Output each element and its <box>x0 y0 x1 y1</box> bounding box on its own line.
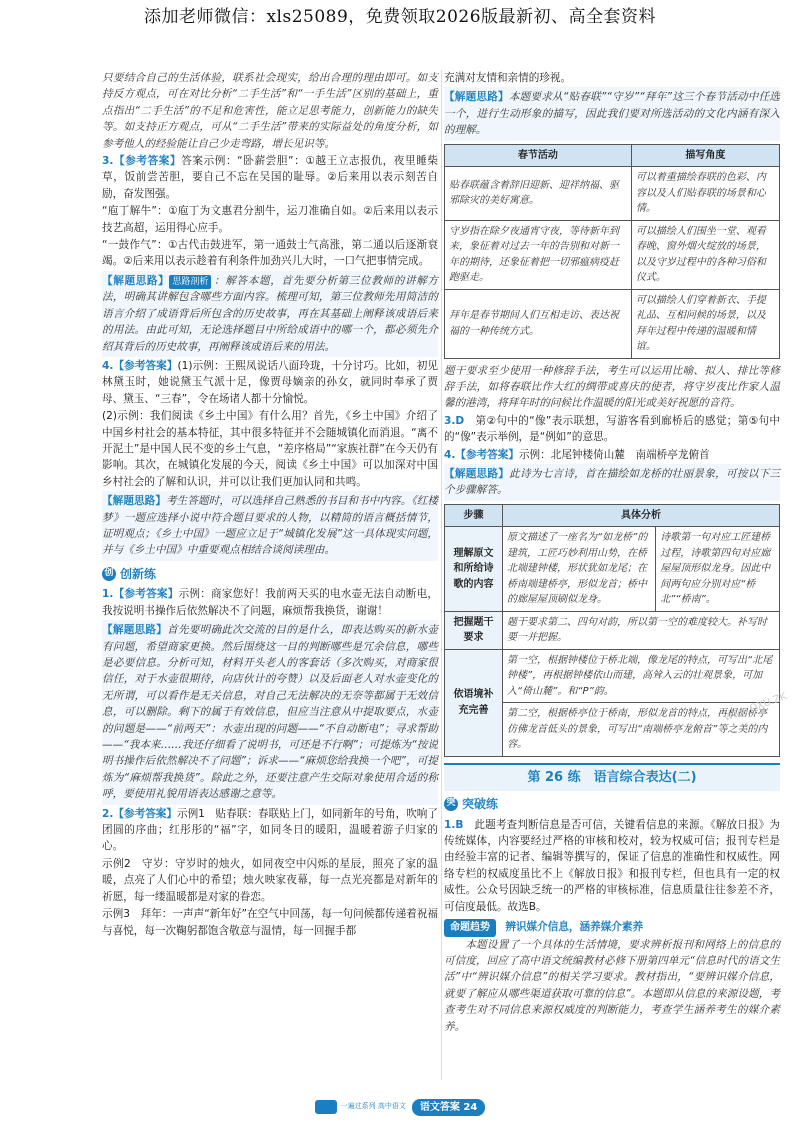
table-row <box>445 220 780 289</box>
question-number: 1. <box>444 818 456 831</box>
answer-text: 示例：商家您好！我前两天买的电水壶无法自动断电，我按说明书操作后依然解决不了问题，麻烦帮我换货，谢谢！ <box>102 588 439 617</box>
table-cell: 理解原文和所给诗歌的内容 <box>445 527 503 612</box>
think-block-2 <box>102 491 438 561</box>
table-cell: 诗歌第一句对应工匠建桥过程，诗歌第四句对应廊屋屋顶形似龙身。因此中间两句应分别对应“桥北”“桥南”。 <box>656 527 780 612</box>
answer-q4-b: (2)示例：我们阅读《乡土中国》有什么用？首先，《乡土中国》介绍了中国乡村社会的基本特征，其中很多特征并不会随城镇化而消退。“离不开泥土”是中国人民不变的乡土气息，“差序格局”“家族社群”在今天仍有影响。其次，在城镇化发展的今天，阅读《乡土中国》可以加深对中国乡村社会的了解和认识，并可以让我们更加认同和共鸣。 <box>102 410 438 488</box>
festival-table <box>444 144 780 359</box>
answer-text: (1)示例：王熙凤说话八面玲珑，十分讨巧。比如，初见林黛玉时，她说黛玉气派十足，像贾母嫡亲的孙女，就同时奉承了贾母、黛玉、“三春”，令在场诸人都十分愉悦。 <box>102 359 439 405</box>
question-number: 4. <box>102 359 114 372</box>
answer-q3 <box>444 413 780 446</box>
think-block-3 <box>102 620 438 804</box>
table-cell: 拜年是春节期间人们互相走访、表达祝福的一种传统方式。 <box>445 289 632 358</box>
page-footer <box>0 1099 800 1117</box>
table-row <box>445 611 780 649</box>
answer-i2 <box>102 806 438 855</box>
answer-text: 示例1 贴春联：春联贴上门，如同新年的号角，吹响了团圆的序曲；红彤彤的“福”字，如同冬日的暖阳，温暖着游子归家的心。 <box>102 807 438 853</box>
question-number: 4. <box>444 448 456 461</box>
think-text: ：解答本题，首先要分析第三位教师的讲解方法，明确其讲解包含哪些方面内容。梳理可知，第三位教师先用简洁的语言介绍了成语背后所包含的历史故事，再在其基础上阐释该成语后来的用法。由此可知，无论选择题目中所给成语中的哪一个，都必须先介绍其背后的历史故事，再阐释该成语后来的用法。 <box>102 274 439 353</box>
think-label: 【解题思路】 <box>102 624 168 637</box>
answer-label: 【参考答案】 <box>113 155 182 168</box>
table-row <box>445 167 780 221</box>
question-number: 2. <box>102 807 114 820</box>
think-text: 首先要明确此次交流的目的是什么，即表达购买的新水壶有问题，希望商家更换。然后围绕这一目的判断哪些是冗余信息，哪些是必要信息。分析可知，材料开头老人的客套话（多次购买，对商家很信任，对于水壶很期待，向店伙计的夸赞）以及后面老人对水壶变化的无所谓，可以看作是无关信息，对自己无法解决的无奈等都属于无效信息，可以删除。剩下的属于有效信息，但应当注意从中提取要点，水壶的问题是——“前两天”：水壶出现的问题——“不自动断电”；寻求帮助——“我本来……我还仔细看了说明书，可还是不行啊”；可提炼为“按说明书操作后依然解决不了问题”；诉求——“麻烦您给我换一个吧”，可提炼为“麻烦帮我换货”。除此之外，还要注意产生交际对象使用合适的称呼，要使用礼貌用语表达感谢之意等。 <box>102 624 439 801</box>
answer-label: 【参考答案】 <box>113 359 178 372</box>
table-header: 步骤 <box>445 504 503 527</box>
table-row <box>445 527 780 612</box>
question-number: 1. <box>102 588 114 601</box>
table-cell: 依语境补充完善 <box>445 649 503 756</box>
table-cell: 可以描绘人们围坐一堂、观看春晚、窗外烟火绽放的场景，以及守岁过程中的各种习俗和仪式。 <box>631 220 779 289</box>
answer-label: 【参考答案】 <box>113 588 179 601</box>
table-cell: 贴春联蕴含着辞旧迎新、迎祥纳福、驱邪除灾的美好寓意。 <box>445 167 632 221</box>
table-cell: 可以着重描绘春联的色彩、内容以及人们贴春联的场景和心情。 <box>631 167 779 221</box>
answer-text: 答案示例：“卧薪尝胆”：①越王立志报仇，夜里睡柴草，饭前尝苦胆，要自己不忘在吴国的耻辱。②后来用以表示刻苦自励，奋发图强。 <box>102 155 438 200</box>
section-title: 突破练 <box>462 797 499 812</box>
trend-subtitle: 辨识媒介信息，涵养媒介素养 <box>505 921 644 934</box>
think-label: 【解题思路】 <box>102 495 167 508</box>
watermark: www.QXU.ZK <box>722 691 788 724</box>
table-cell: 第二空，根据桥亭位于桥南，形似龙首的特点，再根据桥亭仿佛龙首低头的景象，可写出“南端桥亭龙俯首”等之美的内容。 <box>503 703 780 757</box>
brand-logo-icon <box>315 1100 337 1114</box>
table-row <box>445 649 780 703</box>
answer-text: 第②句中的“像”表示联想，写游客看到廊桥后的感觉；第⑤句中的“像”表示举例，是“例如”的意思。 <box>444 414 781 444</box>
answer-paragraph: 只要结合自己的生活体验，联系社会现实，给出合理的理由即可。如支持反方观点，可在对比分析“二手生活”和“一手生活”区别的基础上，重点指出“二手生活”的不足和危害性，能立足思考能力，创新能力的缺失等。如支持正方观点，可从“二手生活”带来的实际益处的角度分析，如参考他人的经验能让自己少走弯路，增长见识等。 <box>102 72 438 150</box>
table-cell: 可以描绘人们穿着新衣、手提礼品、互相问候的场景，以及拜年过程中传递的温暖和情谊。 <box>631 289 779 358</box>
right-column <box>444 70 780 1036</box>
answer-text: 此题考查判断信息是否可信，关键看信息的来源。《解放日报》为传统媒体，内容要经过严格的审核和校对，较为权威可信；报刊专栏是由经验丰富的记者、编辑等撰写的，保证了信息的准确性和权威性。网络专栏的权威度虽比不上《解放日报》和报刊专栏，但也具有一定的权威性。公众号因缺乏统一的严格的审核标准，信息质量往往参差不齐，可信度最低。故选B。 <box>444 818 781 913</box>
answer-q3-b: “庖丁解牛”：①庖丁为文惠君分割牛，运刀准确自如。②后来用以表示技艺高超，运用得心应手。 <box>102 205 438 234</box>
answer-choice: B <box>455 818 464 831</box>
think-block-r1 <box>444 87 780 140</box>
answer-q3 <box>102 153 438 202</box>
page-number: 语文答案 24 <box>412 1099 485 1117</box>
trend-header <box>444 919 780 937</box>
table-cell: 把握题干要求 <box>445 611 503 649</box>
answer-paragraph: 题干要求至少使用一种修辞手法，考生可以运用比喻、拟人、排比等修辞手法，如将春联比作大红的绸带或喜庆的使者，将守岁夜比作家人温馨的港湾，将拜年时的问候比作温暖的阳光或美好祝愿的音符。 <box>444 364 780 410</box>
question-number: 3. <box>444 414 456 427</box>
section-badge-icon: 突 <box>444 797 458 811</box>
answer-label: 【参考答案】 <box>113 807 177 820</box>
footer-tag: 一遍过系列 高中语文 <box>340 1102 406 1111</box>
section-badge-icon: 创 <box>102 567 116 581</box>
table-cell: 守岁指在除夕夜通宵守夜，等待新年到来，象征着对过去一年的告别和对新一年的期待，还象征着把一切邪瘟病疫赶跑驱走。 <box>445 220 632 289</box>
table-header: 具体分析 <box>503 504 780 527</box>
answer-text: 示例：北尾钟楼倚山麓 南端桥亭龙俯首 <box>518 448 710 461</box>
answer-choice: D <box>455 414 465 427</box>
table-header: 描写角度 <box>631 144 779 167</box>
section-innovate <box>102 565 438 584</box>
answer-i1 <box>102 586 438 619</box>
column-divider <box>441 70 442 1080</box>
promo-banner: 添加老师微信：xls25089，免费领取2026版最新初、高全套资料 <box>143 7 657 27</box>
think-text: 此诗为七言诗，首在描绘如龙桥的壮丽景象，可按以下三个步骤解答。 <box>444 468 781 497</box>
think-block <box>102 271 438 357</box>
table-header: 春节活动 <box>445 144 632 167</box>
left-column <box>102 70 438 940</box>
think-badge: 思路剖析 <box>169 275 211 289</box>
think-text: 考生答题时，可以选择自己熟悉的书目和书中内容。《红楼梦》一题应选择小说中符合题目要求的人物，以精简的语言概括情节，证明观点；《乡土中国》一题应立足于“城镇化发展”这一具体现实问题，并与《乡土中国》中重要观点相结合谈阅读理由。 <box>102 495 439 557</box>
answer-q4 <box>102 358 438 407</box>
think-label: 【解题思路】 <box>102 274 170 287</box>
table-cell: 原文描述了一座名为“如龙桥”的建筑，工匠巧妙利用山势，在桥北端建钟楼，形状犹如龙尾；在桥南端建桥亭，形似龙首；桥中的廊屋屋顶刷似龙身。 <box>503 527 656 612</box>
answer-label: 【参考答案】 <box>455 448 519 461</box>
section-breakthrough <box>444 795 780 814</box>
think-block-r2 <box>444 464 780 501</box>
trend-badge: 命题趋势 <box>444 919 496 937</box>
trend-text: 本题设置了一个具体的生活情境，要求辨析报刊和网络上的信息的可信度，回应了高中语文统编教材必修下册第四单元“信息时代的语文生活”中“辨识媒介信息”的相关学习要求。教材指出，“要辨识媒介信息，就要了解应从哪些渠道获取可靠的信息”。本题即从信息的来源设题，考查考生对不同信息来源权威度的判断能力，考查学生涵养考生的媒介素养。 <box>444 938 780 1033</box>
answer-q3-c: “一鼓作气”：①古代击鼓进军，第一通鼓士气高涨，第二通以后逐渐衰竭。②后来用以表示趁着有利条件加劲兴儿大时，一口气把事情完成。 <box>102 239 438 268</box>
answer-b1 <box>444 817 780 915</box>
think-label: 【解题思路】 <box>444 91 509 104</box>
think-label: 【解题思路】 <box>444 468 510 481</box>
table-cell: 题干要求第二、四句对韵，所以第一空的难度较大。补写时要一并把握。 <box>503 611 780 649</box>
lesson-title: 第 26 练 语言综合表达(二) <box>444 763 780 791</box>
answer-q4 <box>444 447 780 463</box>
answer-i2-c: 示例3 拜年：一声声“新年好”在空气中回荡，每一句问候都传递着祝福与喜悦，每一次鞠躬都饱含敬意与温情，每一回握手都 <box>102 908 438 937</box>
answer-i2-b: 示例2 守岁：守岁时的烛火，如同夜空中闪烁的星辰，照亮了家的温暖，点亮了人们心中的希望；烛火映家夜幕，每一点光亮都是对新年的祈愿，每一缕温暖都是对家的眷恋。 <box>102 857 438 903</box>
question-number: 3. <box>102 155 114 168</box>
table-cell: 第一空，根据钟楼位于桥北端，像龙尾的特点，可写出“北尾钟楼”，再根据钟楼依山而建，高耸入云的壮观景象，可加入“倚山麓”。和“P”韵。 <box>503 649 780 703</box>
section-title: 创新练 <box>120 566 157 581</box>
think-text: 本题要求从“贴春联”“守岁”“拜年”这三个春节活动中任选一个，进行生动形象的描写，因此我们要对所选活动的文化内涵有深入的理解。 <box>444 91 780 137</box>
answer-continuation: 充满对友情和亲情的珍视。 <box>444 72 572 84</box>
table-row <box>445 289 780 358</box>
